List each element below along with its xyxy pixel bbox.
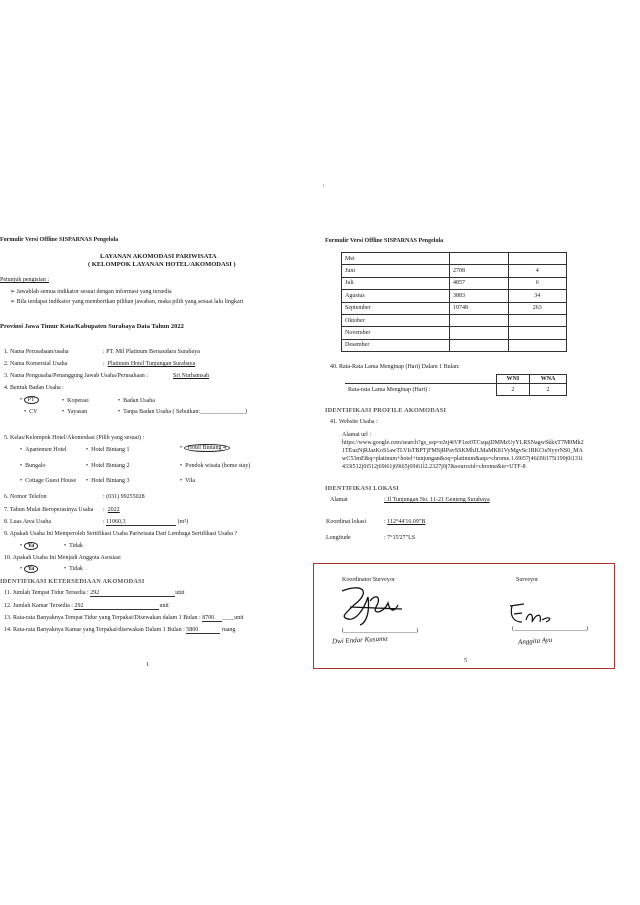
url-line-2[interactable]: 1TEuzNjRJazKoS1awTLVIsTBPTjFMSjRPavSSKMhJLMaMK81VyMgvSc1RKCtsNyyrNS0_MA [342,448,583,454]
form-subtitle: ( KELOMPOK LAYANAN HOTEL/AKOMODASI ) [88,261,236,268]
q40-corner [345,375,496,384]
q5-option-cottage[interactable]: • Cottage Guest House [20,478,77,484]
q13-row: 13. Rata-rata Banyaknya Tempat Tidur yang Terpakai/Disewakan dalam 1 Bulan : 8700 ____unit [4,615,244,621]
arrow-icon: ➢ [10,289,16,295]
month-row [342,302,567,314]
q12-row: 12. Jumlah Kamar Tersedia : 292 unit [4,603,169,609]
q41-label: 41. Website Usaha : [330,419,378,425]
month-cell: Mei [342,253,450,265]
q4-label: 4. Bentuk Badan Usaha : [4,385,64,391]
month-value-a [450,339,509,351]
koordinat-value: 112°44'16.09"B [387,519,426,525]
alamat-value: : Jl Tunjungan No. 11-21 Genteng Surabaya [384,497,490,503]
month-value-a: 10748 [450,302,509,314]
month-value-a: 3883 [450,290,509,302]
koordinat-value-wrap: : 112°44'16.09"B [384,519,426,525]
petunjuk-heading: Petunjuk pengisian : [0,277,49,283]
right-form-header: Formulir Versi Offline SISPARNAS Pengelola [325,238,444,244]
q4-option-badan-usaha[interactable]: • Badan Usaha [118,398,155,404]
left-page-number: 1 [146,662,149,668]
q5-option-bintang1[interactable]: • Hotel Bintang 1 [86,447,130,453]
q40-value-wna: 2 [530,384,567,396]
q3-value: Sri Nurhamsah [173,373,210,379]
month-value-a [450,314,509,326]
koordinator-signature [332,583,422,628]
scan-mark: ı [323,183,325,189]
q8-value: 11060,3 [106,519,176,526]
q5-label: 5. Kelas/Kelompok Hotel/Akomodasi (Pilih yang sesuai) : [4,435,145,441]
arrow-icon: ➢ [10,299,16,305]
monthly-guest-table [341,252,567,352]
month-value-b [508,327,567,339]
q7-label: 7. Tahun Mulai Beroperasinya Usaha [4,507,94,513]
q7-value-wrap: : 2022 [103,507,120,513]
month-value-b: 4 [508,265,567,277]
month-value-b: 263 [508,302,567,314]
q2-value-wrap: : Platinum Hotel Tunjungan Surabaya [103,361,196,367]
q14-row: 14. Rata-rata Banyaknya Kamar yang Terpakai/disewakan Dalam 1 Bulan : 5800 ruang [4,627,236,633]
longitude-value-wrap: : 7°15'27"LS [384,535,416,541]
q14-value: 5800 [186,627,220,634]
month-cell: Juli [342,277,450,289]
q9-option-ya[interactable]: • Ya [20,543,38,549]
q40-value-wni: 2 [496,384,529,396]
q40-row-label: Rata-rata Lama Menginap (Hari) : [348,386,431,393]
q5-option-pondok[interactable]: • Pondok wisata (home stay) [180,463,251,469]
q5-option-apartemen[interactable]: • Apartemen Hotel [20,447,67,453]
month-row [342,253,567,265]
month-row [342,277,567,289]
q1-value: : PT. Mil Platinum Bersaudara Surabaya [103,349,200,355]
koordinat-label: Koordinat lokasi [326,519,367,525]
q5-option-vila[interactable]: • Vila [180,478,196,484]
q1-label: 1. Nama Perusahaan/usaha [4,349,69,355]
q2-value: Platinum Hotel Tunjungan Surabaya [107,361,196,367]
longitude-label: Longitude [326,535,351,541]
surveyor-label: Surveyor [516,577,538,583]
month-row [342,327,567,339]
surveyor-sign-line: (________________________) [512,626,588,632]
q40-header-wni: WNI [496,375,529,384]
q10-option-tidak[interactable]: • Tidak [64,566,83,572]
q8-value-wrap: : 11060,3 (m²) [103,519,189,525]
surveyor-name: Anggita Ayu [517,635,553,647]
q4-option-pt[interactable]: • PT [20,397,39,403]
q8-unit: (m²) [177,519,189,525]
alamat-url-label: Alamat url : [342,432,371,438]
sec-profile: IDENTIFIKASI PROFILE AKOMODASI [325,407,447,414]
month-row [342,339,567,351]
form-title: LAYANAN AKOMODASI PARIWISATA [100,253,217,260]
koordinator-sign-line: (________________________) [342,628,418,634]
q9-label: 9. Apakah Usaha Ini Memperoleh Sertifikasi Usaha Pariwisata Dari Lembaga Sertifikasi Usaha ? [4,531,238,537]
month-cell: September [342,302,450,314]
petunjuk-item-1: ➢ Jawablah semua indikator sesuai dengan informasi yang tersedia [10,289,172,295]
url-line-3[interactable]: wC53mE&q=platinum+hotel+tunjungan&oq=platinum&aqs=chrome.1.69i57j46i39i175i199j0i131i [342,456,583,462]
provinsi-line: Provinsi Jawa Timur Kota/Kabupaten Surabaya Data Tahun 2022 [0,323,184,330]
q4-option-yayasan[interactable]: • Yayasan [62,409,88,415]
month-row [342,265,567,277]
q10-option-ya[interactable]: • Ya [20,566,38,572]
month-value-b [508,253,567,265]
q40-header-wna: WNA [530,375,567,384]
sec-lokasi: IDENTIFIKASI LOKASI [325,485,399,492]
koordinator-label: Koordinator Surveyor [342,577,395,583]
month-value-a: 2708 [450,265,509,277]
longitude-value: 7°15'27"LS [387,535,416,541]
q7-value: 2022 [107,507,120,513]
q5-option-bintang4[interactable]: • Hotel Bintang 4 [180,445,230,451]
month-value-b: 34 [508,290,567,302]
q11-row: 11. Jumlah Tempat Tidur Tersedia : 292 unit [4,590,185,596]
month-cell: Juni [342,265,450,277]
url-line-1[interactable]: https://www.google.com/search?gs_ssp=eJzj4tVP1ze0TCsqajDMMzUyYLRSNagwSkkxT7M0Mk2 [342,440,584,446]
q4-option-tanpa[interactable]: • Tanpa Badan Usaha ( Sebutkan:_______________) [118,409,247,415]
q11-value: 292 [90,590,175,597]
q5-option-bintang3[interactable]: • Hotel Bintang 3 [86,478,130,484]
month-cell: Desember [342,339,450,351]
alamat-label: Alamat [330,497,348,503]
month-cell: Agustus [342,290,450,302]
q10-label: 10. Apakah Usaha Ini Menjadi Anggota Asosiasi [4,555,121,561]
q12-value: 292 [74,603,159,610]
q2-label: 2. Nama Komersial Usaha [4,361,68,367]
month-value-b: 6 [508,277,567,289]
q5-option-bintang2[interactable]: • Hotel Bintang 2 [86,463,130,469]
q13-value: 8700 [202,615,222,622]
koordinator-name: Dwi Endar Kusuma [331,634,388,646]
q9-option-tidak[interactable]: • Tidak [64,543,83,549]
month-cell: Oktober [342,314,450,326]
sec-ketersediaan: IDENTIFIKASI KETERSEDIAAN AKOMODASI [0,578,145,585]
right-page-number: 5 [464,658,467,664]
month-value-a [450,327,509,339]
q4-option-cv[interactable]: • CV [24,409,38,415]
month-value-a [450,253,509,265]
q40-table [345,374,567,396]
q8-label: 8. Luas Area Usaha [4,519,51,525]
left-form-header: Formulir Versi Offline SISPARNAS Pengelola [0,237,119,243]
month-row [342,314,567,326]
month-value-b [508,339,567,351]
month-value-b [508,314,567,326]
petunjuk-item-2: ➢ Bila terdapat indikator yang memberikan pilihan jawaban, maka pilih yang sesuai lalu lingkari [10,299,244,305]
month-value-a: 4857 [450,277,509,289]
q3-label: 3. Nama Pengusaha/Penanggung Jawab Usaha/Perusahaan : [4,373,148,379]
q4-option-koperasi[interactable]: • Koperasi [62,398,89,404]
q6-label: 6. Nomor Telefon [4,494,47,500]
month-cell: November [342,327,450,339]
q6-value: : (031) 99255028 [103,494,145,500]
q40-label: 40. Rata-Rata Lama Menginap (Hari) Dalam 1 Bulan: [330,364,460,370]
month-row [342,290,567,302]
url-line-4[interactable]: 433i512j0i512j69i61j69i65j69i61l2.2327j0j7&sourceid=chrome&ie=UTF-8 [342,464,526,470]
q5-option-bungalo[interactable]: • Bungalo [20,463,46,469]
